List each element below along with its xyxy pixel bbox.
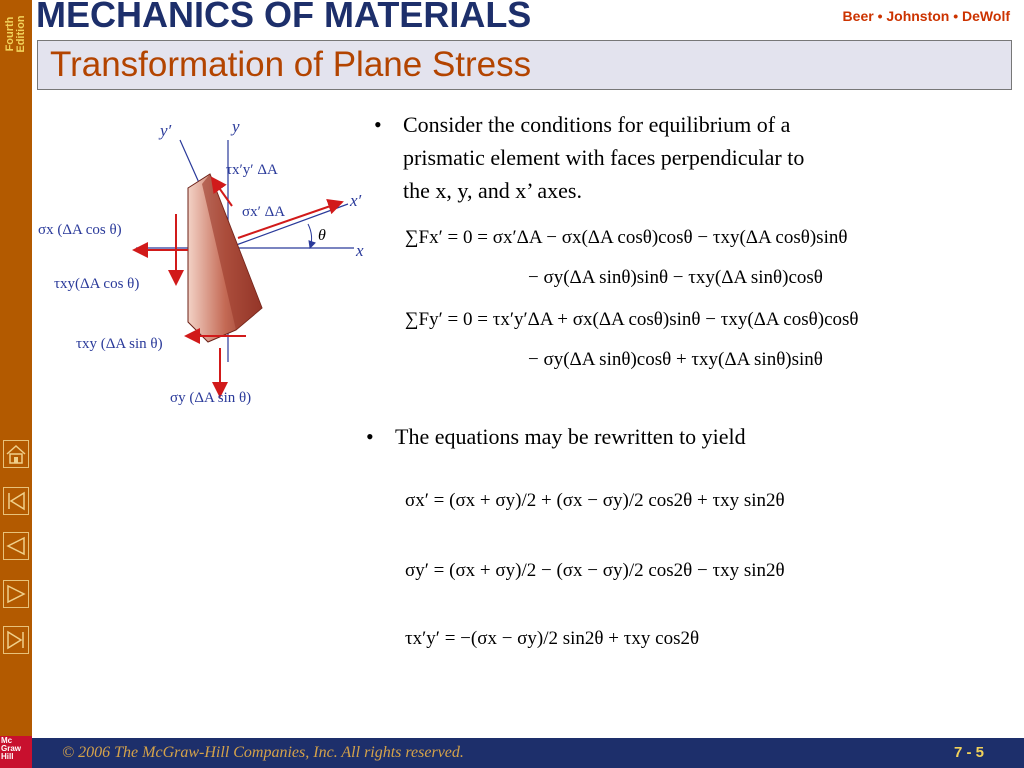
bullet-1-line-1: Consider the conditions for equilibrium of a [403, 112, 791, 137]
equation-sigma-x-prime: σx′ = (σx + σy)/2 + (σx − σy)/2 cos2θ + τxy sin2θ [405, 490, 785, 511]
label-y: y [232, 117, 240, 136]
equation-fy-line-1: ∑Fy′ = 0 = τx′y′ΔA + σx(ΔA cosθ)sinθ − τxy(ΔA cosθ)cosθ [405, 309, 859, 330]
label-x-prime: x′ [350, 191, 362, 210]
last-slide-icon [4, 627, 28, 653]
theta-arc [308, 224, 312, 248]
footer-bar [32, 738, 1024, 768]
label-theta: θ [318, 227, 326, 244]
home-icon [4, 441, 28, 467]
label-tau-xy-sin: τxy (ΔA sin θ) [76, 336, 163, 352]
page-number: 7 - 5 [953, 744, 984, 761]
slide-title-box [37, 40, 1012, 90]
first-slide-button[interactable] [3, 487, 29, 515]
edition-label [1, 2, 31, 66]
equation-fx-line-2: − σy(ΔA sinθ)sinθ − τxy(ΔA sinθ)cosθ [528, 267, 823, 288]
authors: Beer • Johnston • DeWolf [842, 8, 1010, 24]
book-title: MECHANICS OF MATERIALS [36, 0, 532, 35]
bullet-marker: • [374, 112, 382, 137]
previous-slide-button[interactable] [3, 532, 29, 560]
bullet-marker: • [366, 424, 374, 449]
label-sigma-prime: σx′ ΔA [242, 204, 286, 220]
label-tau-prime: τx′y′ ΔA [226, 162, 278, 178]
previous-slide-icon [4, 533, 28, 559]
label-sigma-x: σx (ΔA cos θ) [38, 222, 122, 238]
label-sigma-y: σy (ΔA sin θ) [170, 390, 252, 406]
edition-text: Fourth Edition [4, 15, 27, 53]
first-slide-icon [4, 488, 28, 514]
copyright: © 2006 The McGraw-Hill Companies, Inc. All rights reserved. [62, 744, 464, 761]
equation-sigma-y-prime: σy′ = (σx + σy)/2 − (σx − σy)/2 cos2θ − τxy sin2θ [405, 560, 785, 581]
stress-element-figure [36, 112, 376, 412]
slide-title: Transformation of Plane Stress [50, 45, 532, 84]
label-y-prime: y′ [160, 121, 172, 140]
next-slide-icon [4, 581, 28, 607]
bullet-1-line-2: prismatic element with faces perpendicular to [403, 145, 805, 170]
home-button[interactable] [3, 440, 29, 468]
bullet-1-line-3: the x, y, and x’ axes. [403, 178, 582, 203]
mcgraw-hill-logo: Mc Graw Hill [0, 736, 32, 768]
bullet-2-line-1: The equations may be rewritten to yield [395, 424, 746, 449]
last-slide-button[interactable] [3, 626, 29, 654]
equation-tau-xy-prime: τx′y′ = −(σx − σy)/2 sin2θ + τxy cos2θ [405, 628, 700, 649]
label-x: x [356, 241, 364, 260]
label-tau-xy-cos: τxy(ΔA cos θ) [54, 276, 140, 292]
next-slide-button[interactable] [3, 580, 29, 608]
equation-fx-line-1: ∑Fx′ = 0 = σx′ΔA − σx(ΔA cosθ)cosθ − τxy(ΔA cosθ)sinθ [405, 227, 848, 248]
left-sidebar [0, 0, 32, 768]
equation-fy-line-2: − σy(ΔA sinθ)cosθ + τxy(ΔA sinθ)sinθ [528, 349, 823, 370]
